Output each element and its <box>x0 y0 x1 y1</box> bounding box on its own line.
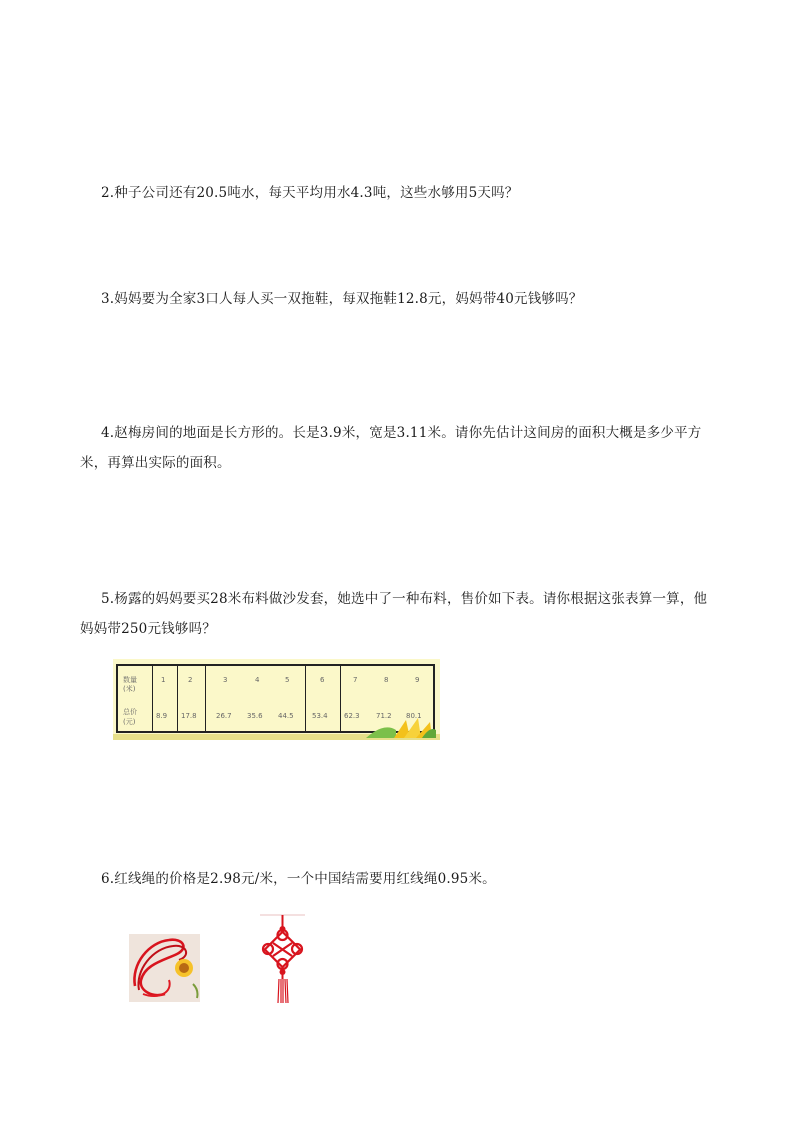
quantity-label: 数量 <box>123 676 137 684</box>
qty-cell: 7 <box>353 676 358 684</box>
price-cell: 62.3 <box>344 712 360 720</box>
question-2: 2.种子公司还有20.5吨水，每天平均用水4.3吨，这些水够用5天吗？ <box>101 185 519 201</box>
red-rope-icon <box>129 934 200 1002</box>
price-cell: 44.5 <box>278 712 294 720</box>
qty-cell: 1 <box>161 676 166 684</box>
question-6: 6.红线绳的价格是2.98元/米，一个中国结需要用红线绳0.95米。 <box>101 871 496 887</box>
price-cell: 17.8 <box>181 712 197 720</box>
price-cell: 71.2 <box>376 712 392 720</box>
price-cell: 80.1 <box>406 712 422 720</box>
price-label: 总价 <box>123 708 137 716</box>
qty-cell: 6 <box>320 676 325 684</box>
price-table-image <box>113 659 440 740</box>
price-cell: 8.9 <box>156 712 168 720</box>
qty-cell: 4 <box>255 676 260 684</box>
qty-cell: 5 <box>285 676 290 684</box>
price-cell: 53.4 <box>312 712 328 720</box>
quantity-unit: (米) <box>123 685 136 693</box>
price-unit: (元) <box>123 718 136 726</box>
question-5: 5.杨露的妈妈要买28米布料做沙发套，她选中了一种布料，售价如下表。请你根据这张表算一算，他妈妈带250元钱够吗？ <box>80 591 708 637</box>
sunflower-decoration-icon <box>366 716 436 738</box>
red-rope-photo <box>129 934 200 1002</box>
qty-cell: 3 <box>223 676 228 684</box>
price-cell: 35.6 <box>247 712 263 720</box>
price-cell: 26.7 <box>216 712 232 720</box>
qty-cell: 2 <box>188 676 193 684</box>
question-3: 3.妈妈要为全家3口人每人买一双拖鞋，每双拖鞋12.8元，妈妈带40元钱够吗？ <box>101 291 583 307</box>
qty-cell: 8 <box>384 676 389 684</box>
chinese-knot-photo <box>255 913 310 1005</box>
qty-cell: 9 <box>415 676 420 684</box>
question-4: 4.赵梅房间的地面是长方形的。长是3.9米，宽是3.11米。请你先估计这间房的面积大概是多少平方米，再算出实际的面积。 <box>80 425 702 471</box>
chinese-knot-icon <box>255 913 310 1005</box>
